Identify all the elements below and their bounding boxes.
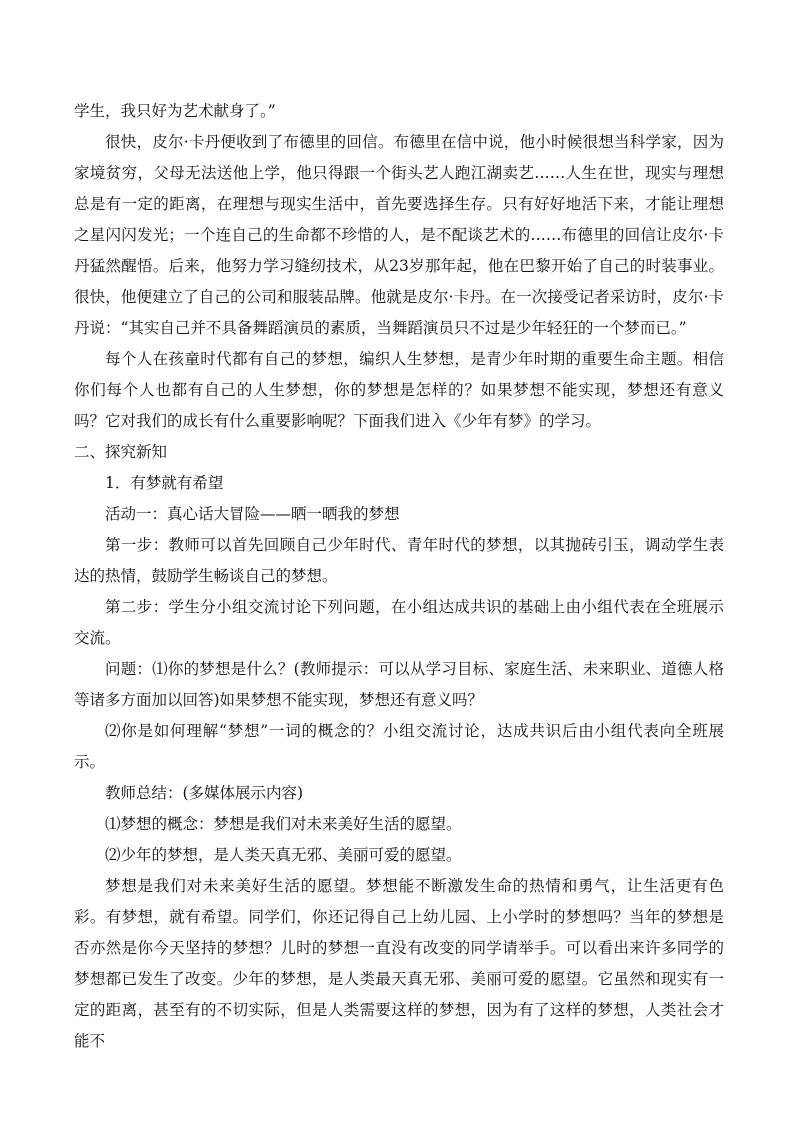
summary-point-two: ⑵少年的梦想，是人类天真无邪、美丽可爱的愿望。: [105, 846, 462, 864]
step-one: 第一步：教师可以首先回顾自己少年时代、青年时代的梦想，以其抛砖引玉，调动学生表达的热情，鼓励学生畅谈自己的梦想。: [74, 536, 724, 585]
document-body: [74, 96, 724, 1057]
section-heading: 二、探究新知: [74, 443, 168, 461]
teacher-summary-label: 教师总结：(多媒体展示内容): [105, 784, 304, 802]
summary-point-one: ⑴梦想的概念：梦想是我们对未来美好生活的愿望。: [105, 815, 462, 833]
paragraph-continuation: 学生，我只好为艺术献身了。”: [74, 102, 276, 120]
question-two: ⑵你是如何理解“梦想”一词的概念的？小组交流讨论，达成共识后由小组代表向全班展示。: [74, 722, 724, 771]
question-one: 问题：⑴你的梦想是什么？(教师提示：可以从学习目标、家庭生活、未来职业、道德人格等诸多方面加以回答)如果梦想不能实现，梦想还有意义吗？: [74, 660, 724, 709]
paragraph-lesson-intro: 每个人在孩童时代都有自己的梦想，编织人生梦想，是青少年时期的重要生命主题。相信你们每个人也都有自己的人生梦想，你的梦想是怎样的？如果梦想不能实现，梦想还有意义吗？它对我们的成长有什么重要影响呢？下面我们进入《少年有梦》的学习。: [74, 350, 724, 430]
step-two: 第二步：学生分小组交流讨论下列问题，在小组达成共识的基础上由小组代表在全班展示交流。: [74, 598, 724, 647]
subsection-heading: 1．有梦就有希望: [105, 474, 224, 492]
paragraph-dream-hope: 梦想是我们对未来美好生活的愿望。梦想能不断激发生命的热情和勇气，让生活更有色彩。有梦想，就有希望。同学们，你还记得自己上幼儿园、上小学时的梦想吗？当年的梦想是否亦然是你今天坚持的梦想？儿时的梦想一直没有改变的同学请举手。可以看出来许多同学的梦想都已发生了改变。少年的梦想，是人类最天真无邪、美丽可爱的愿望。它虽然和现实有一定的距离，甚至有的不切实际，但是人类需要这样的梦想，因为有了这样的梦想，人类社会才能不: [74, 877, 724, 1050]
activity-title: 活动一：真心话大冒险——晒一晒我的梦想: [105, 505, 400, 523]
paragraph-budeli-reply: 很快，皮尔·卡丹便收到了布德里的回信。布德里在信中说，他小时候很想当科学家，因为家境贫穷，父母无法送他上学，他只得跟一个街头艺人跑江湖卖艺……人生在世，现实与理想总是有一定的距离，在理想与现实生活中，首先要选择生存。只有好好地活下来，才能让理想之星闪闪发光；一个连自己的生命都不珍惜的人，是不配谈艺术的……布德里的回信让皮尔·卡丹猛然醒悟。后来，他努力学习缝纫技术，从23岁那年起，他在巴黎开始了自己的时装事业。很快，他便建立了自己的公司和服装品牌。他就是皮尔·卡丹。在一次接受记者采访时，皮尔·卡丹说：“其实自己并不具备舞蹈演员的素质，当舞蹈演员只不过是少年轻狂的一个梦而已。”: [74, 133, 724, 337]
